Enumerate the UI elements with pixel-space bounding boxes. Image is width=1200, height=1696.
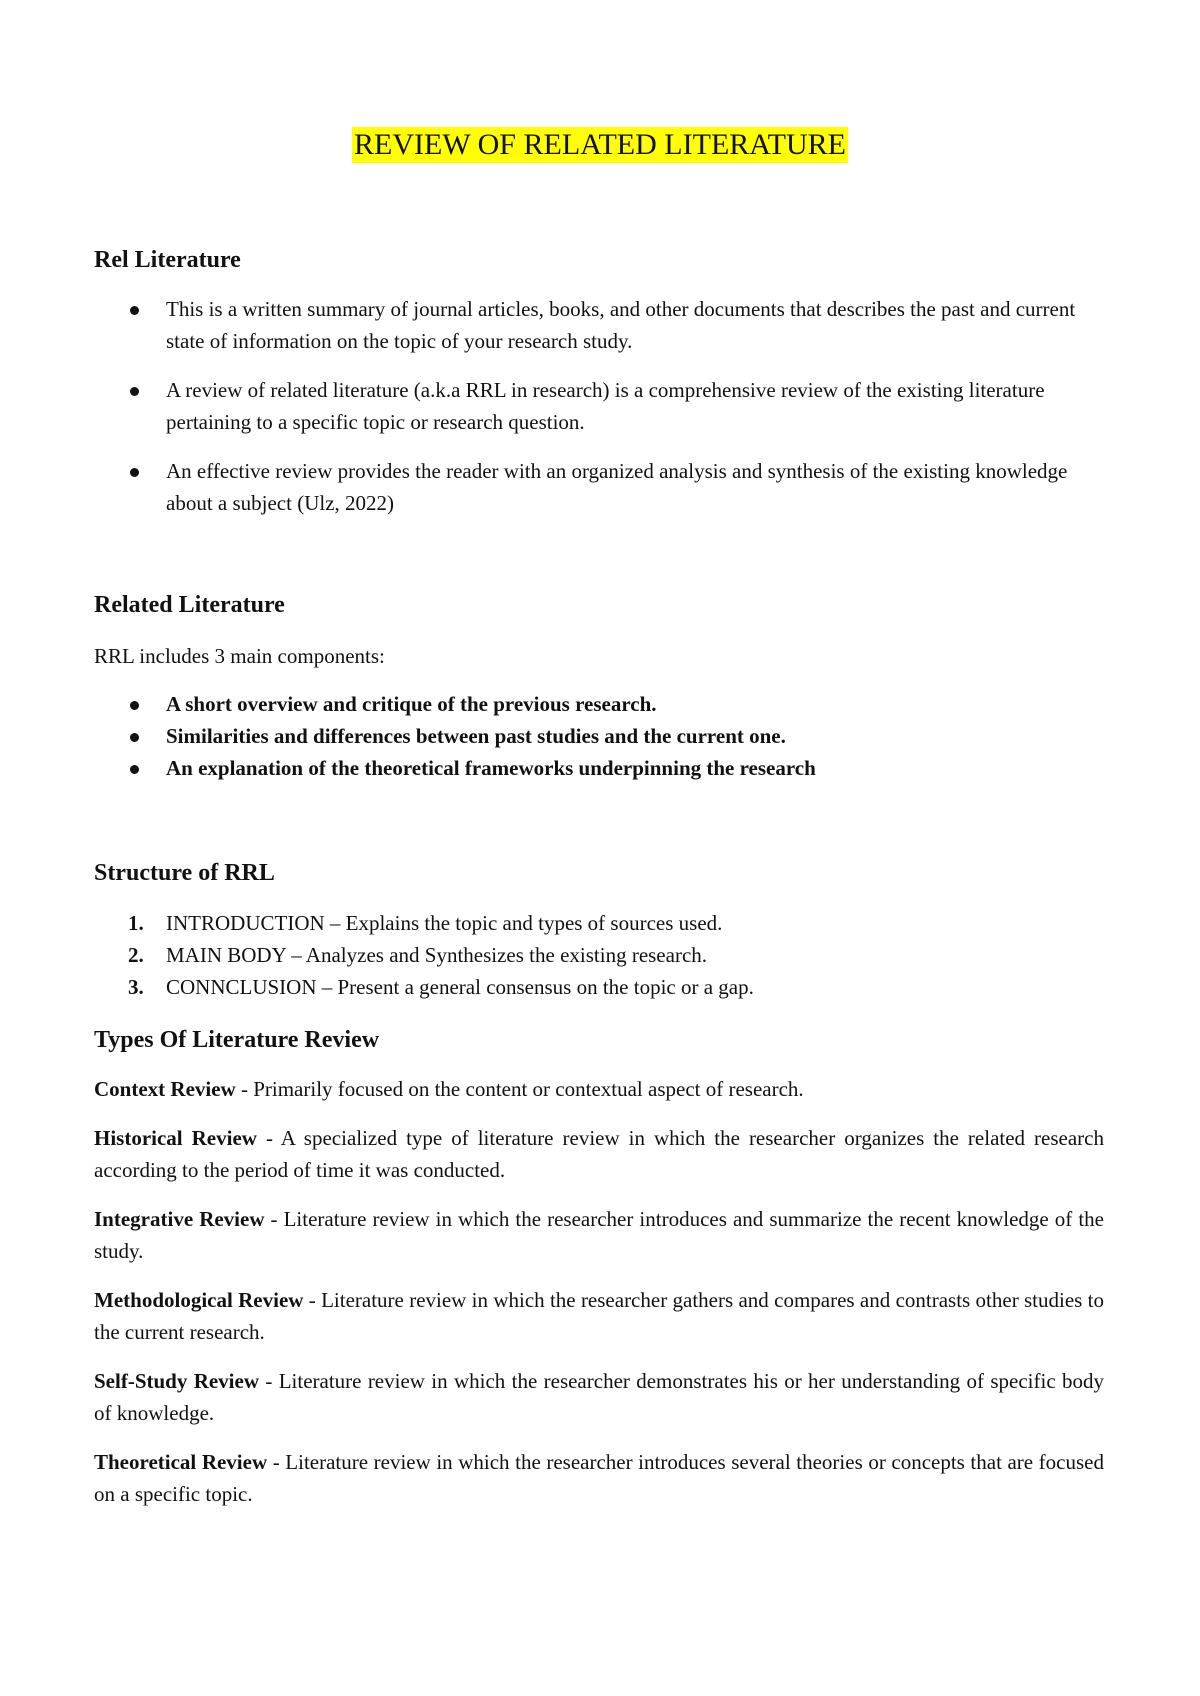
section-heading-related-literature: Related Literature — [94, 592, 285, 618]
list-item — [94, 939, 1104, 971]
components-intro: RRL includes 3 main components: — [94, 644, 385, 668]
review-desc: - Literature review in which the researcher gathers and compares and contrasts other studies to the current research. — [94, 1288, 1105, 1344]
review-desc: - Literature review in which the researcher introduces several theories or concepts that are focused on a specific topic. — [94, 1450, 1104, 1506]
review-term: Methodological Review — [94, 1288, 304, 1312]
bullet-icon — [130, 765, 139, 774]
bullet-text: An explanation of the theoretical frameworks underpinning the research — [166, 756, 816, 780]
list-number: 2. — [128, 943, 144, 967]
list-item — [94, 971, 1104, 1003]
list-number: 1. — [128, 911, 144, 935]
rel-literature-bullet-list — [94, 293, 1104, 536]
bullet-text: Similarities and differences between past studies and the current one. — [166, 724, 786, 748]
list-item — [94, 688, 1104, 720]
bullet-icon — [130, 468, 139, 477]
review-term: Context Review — [94, 1077, 236, 1101]
review-type-historical — [94, 1122, 1104, 1186]
review-type-theoretical — [94, 1446, 1104, 1510]
review-term: Self-Study Review — [94, 1369, 260, 1393]
list-item — [94, 752, 1104, 784]
bullet-text: This is a written summary of journal articles, books, and other documents that describes the past and current state of information on the topic of your research study. — [166, 297, 1076, 353]
review-type-integrative — [94, 1203, 1104, 1267]
review-desc: - Literature review in which the researcher demonstrates his or her understanding of specific body of knowledge. — [94, 1369, 1105, 1425]
review-term: Theoretical Review — [94, 1450, 268, 1474]
bullet-icon — [130, 306, 139, 315]
section-heading-types: Types Of Literature Review — [94, 1027, 380, 1053]
bullet-icon — [130, 733, 139, 742]
bullet-icon — [130, 701, 139, 710]
review-type-self-study — [94, 1365, 1104, 1429]
list-item — [94, 720, 1104, 752]
review-desc: - Primarily focused on the content or contextual aspect of research. — [235, 1077, 804, 1101]
list-text: MAIN BODY – Analyzes and Synthesizes the existing research. — [166, 943, 708, 967]
bullet-text: An effective review provides the reader with an organized analysis and synthesis of the existing knowledge about a subject (Ulz, 2022) — [166, 459, 1068, 515]
bullet-text: A short overview and critique of the previous research. — [166, 692, 657, 716]
title-wrap — [0, 127, 1200, 163]
components-bullet-list — [94, 688, 1104, 784]
review-type-methodological — [94, 1284, 1104, 1348]
list-item — [94, 455, 1104, 519]
list-number: 3. — [128, 975, 144, 999]
bullet-icon — [130, 387, 139, 396]
review-desc: - Literature review in which the researcher introduces and summarize the recent knowledge of the study. — [94, 1207, 1104, 1263]
review-term: Integrative Review — [94, 1207, 265, 1231]
document-title: REVIEW OF RELATED LITERATURE — [354, 128, 846, 161]
section-heading-rel-literature: Rel Literature — [94, 247, 241, 273]
review-desc: - A specialized type of literature review in which the researcher organizes the related research according to the period of time it was conducted. — [94, 1126, 1105, 1182]
section-heading-structure: Structure of RRL — [94, 860, 275, 886]
list-item — [94, 293, 1104, 357]
structure-numbered-list — [94, 907, 1104, 1003]
list-text: CONNCLUSION – Present a general consensus on the topic or a gap. — [166, 975, 754, 999]
review-term: Historical Review — [94, 1126, 257, 1150]
list-item — [94, 374, 1104, 438]
bullet-text: A review of related literature (a.k.a RRL in research) is a comprehensive review of the existing literature pertaining to a specific topic or research question. — [166, 378, 1045, 434]
review-type-context — [94, 1073, 1104, 1105]
list-item — [94, 907, 1104, 939]
list-text: INTRODUCTION – Explains the topic and types of sources used. — [166, 911, 723, 935]
